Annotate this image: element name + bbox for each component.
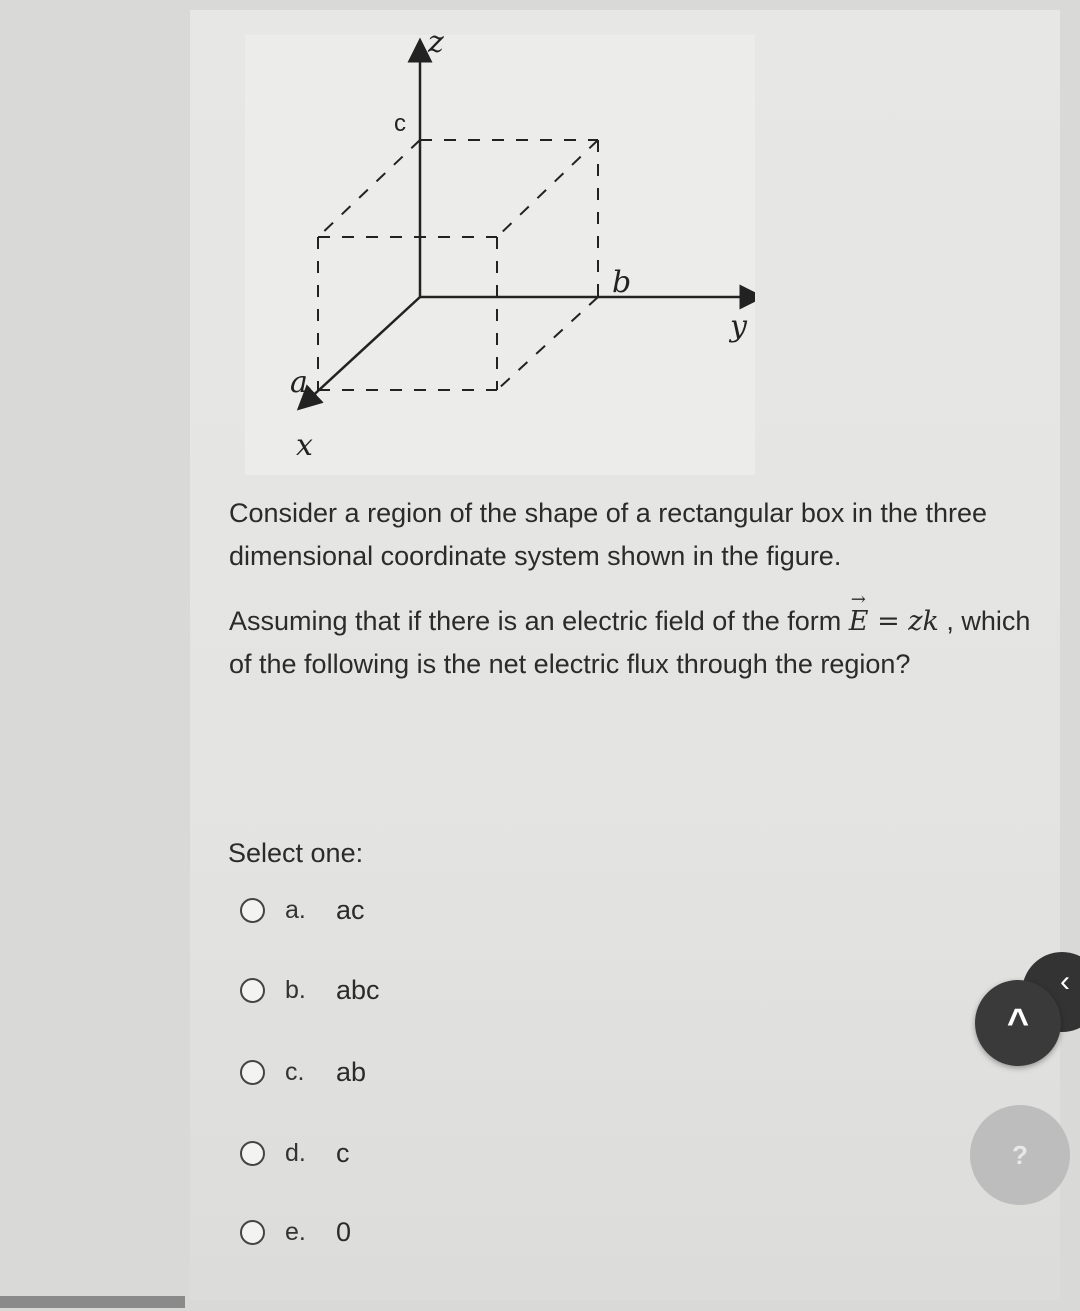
radio-c[interactable] xyxy=(240,1060,265,1085)
bottom-scroll-indicator xyxy=(0,1296,185,1308)
b-label: b xyxy=(612,265,632,300)
a-label: a xyxy=(290,365,308,400)
help-button[interactable] xyxy=(970,1105,1070,1205)
option-a-letter: a. xyxy=(285,895,306,924)
option-e[interactable] xyxy=(240,1212,351,1252)
question-icon: ? xyxy=(1012,1139,1028,1170)
option-b-letter: b. xyxy=(285,975,306,1004)
radio-b[interactable] xyxy=(240,978,265,1003)
chevron-up-icon: ^ xyxy=(1006,1001,1030,1044)
option-c-letter: c. xyxy=(285,1057,305,1086)
option-e-text: 0 xyxy=(336,1216,352,1247)
question-intro: Consider a region of the shape of a rectangular box in the three dimensional coordinate system shown in the figure. xyxy=(229,498,987,571)
radio-d[interactable] xyxy=(240,1141,265,1166)
field-equation: = zk xyxy=(868,606,939,637)
question-prompt-start: Assuming that if there is an electric field of the form xyxy=(229,606,849,636)
c-label: c xyxy=(394,110,406,137)
y-label: y xyxy=(730,309,747,344)
option-e-letter: e. xyxy=(285,1217,306,1246)
option-d-letter: d. xyxy=(285,1138,306,1167)
option-a-text: ac xyxy=(336,894,365,925)
option-a[interactable] xyxy=(240,890,365,930)
coordinate-figure xyxy=(245,35,755,475)
option-b[interactable] xyxy=(240,970,380,1010)
question-prompt xyxy=(229,589,1059,686)
select-one-label: Select one: xyxy=(228,838,364,868)
scroll-up-button[interactable] xyxy=(975,980,1061,1066)
option-c[interactable] xyxy=(240,1052,366,1092)
corner-menu-button[interactable]: ‹ xyxy=(1022,952,1080,1032)
radio-a[interactable] xyxy=(240,898,265,923)
x-label: x xyxy=(296,428,313,463)
field-symbol: E → xyxy=(849,600,869,643)
option-d-text: c xyxy=(336,1137,350,1168)
vector-arrow-icon: → xyxy=(850,589,866,610)
x-axis xyxy=(306,297,420,402)
box-diagram xyxy=(245,35,755,475)
radio-e[interactable] xyxy=(240,1220,265,1245)
option-d[interactable] xyxy=(240,1133,350,1173)
option-c-text: ab xyxy=(336,1056,367,1087)
option-b-text: abc xyxy=(336,974,380,1005)
z-label: z xyxy=(428,35,444,60)
question-prompt-end: , which of the following is the net electric flux through the region? xyxy=(229,606,1031,679)
